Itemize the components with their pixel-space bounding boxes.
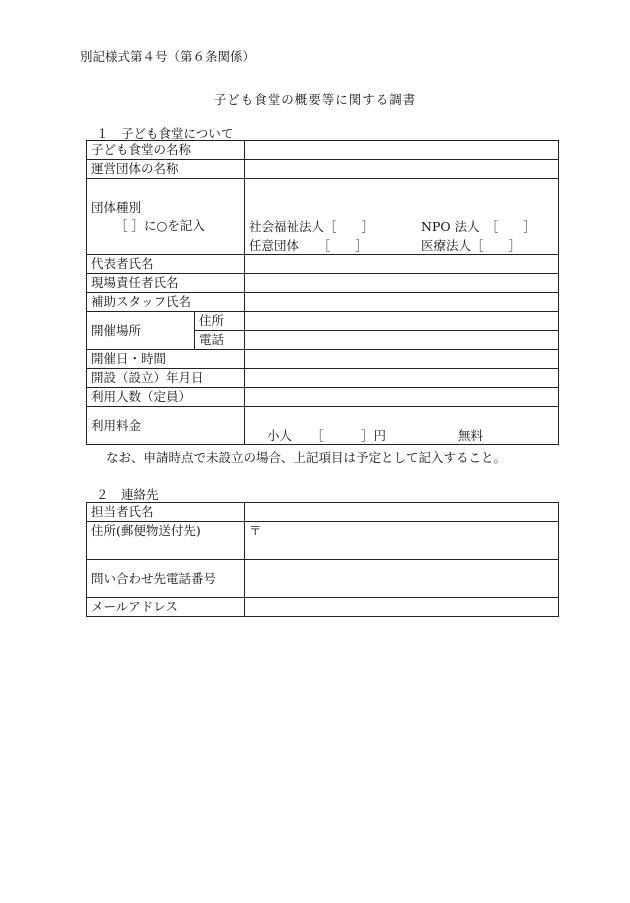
section1-note: なお、申請時点で未設立の場合、上記項目は予定として記入すること。 bbox=[106, 450, 507, 465]
label-date-time: 開催日・時間 bbox=[87, 350, 245, 369]
option-voluntary[interactable]: 任意団体 ［ ］ bbox=[249, 237, 368, 253]
form-number: 別記様式第４号（第６条関係） bbox=[80, 49, 256, 64]
value-assistant-staff[interactable] bbox=[245, 293, 559, 312]
label-fee: 利用料金 bbox=[87, 407, 245, 445]
value-org-type bbox=[245, 179, 559, 255]
value-capacity[interactable] bbox=[245, 388, 559, 407]
org-type-hint: ［ ］に○を記入 bbox=[115, 217, 205, 233]
value-org-name[interactable] bbox=[245, 160, 559, 179]
value-site-manager[interactable] bbox=[245, 274, 559, 293]
fee-child-label: 小人 bbox=[267, 427, 293, 443]
value-venue-phone[interactable] bbox=[245, 331, 559, 350]
label-org-name: 運営団体の名称 bbox=[87, 160, 245, 179]
label-org-type bbox=[87, 179, 245, 255]
label-inquiry-phone: 問い合わせ先電話番号 bbox=[87, 560, 245, 598]
org-type-title: 団体種別 bbox=[91, 199, 142, 215]
value-email[interactable] bbox=[245, 598, 559, 617]
label-name: 子ども食堂の名称 bbox=[87, 141, 245, 160]
label-email: メールアドレス bbox=[87, 598, 245, 617]
contact-table bbox=[86, 502, 559, 617]
option-npo[interactable]: NPO 法人 ［ ］ bbox=[421, 218, 536, 234]
value-address[interactable] bbox=[245, 522, 559, 560]
value-contact-person[interactable] bbox=[245, 503, 559, 522]
value-name[interactable] bbox=[245, 141, 559, 160]
label-venue: 開催場所 bbox=[87, 312, 195, 350]
label-site-manager: 現場責任者氏名 bbox=[87, 274, 245, 293]
label-address: 住所(郵便物送付先) bbox=[87, 522, 245, 560]
value-representative[interactable] bbox=[245, 255, 559, 274]
label-capacity: 利用人数（定員） bbox=[87, 388, 245, 407]
value-venue-address[interactable] bbox=[245, 312, 559, 331]
postal-mark: 〒 bbox=[249, 523, 262, 538]
label-assistant-staff: 補助スタッフ氏名 bbox=[87, 293, 245, 312]
fee-child-free[interactable]: 無料 bbox=[458, 427, 484, 443]
label-venue-phone: 電話 bbox=[195, 331, 245, 350]
label-contact-person: 担当者氏名 bbox=[87, 503, 245, 522]
value-date-time[interactable] bbox=[245, 350, 559, 369]
label-venue-address: 住所 bbox=[195, 312, 245, 331]
fee-child-amount[interactable]: ［ ］円 bbox=[311, 427, 387, 443]
kodomo-shokudo-table bbox=[86, 140, 559, 445]
section2-heading: ２ 連絡先 bbox=[96, 487, 159, 502]
section1-heading: １ 子ども食堂について bbox=[96, 126, 234, 141]
option-medical[interactable]: 医療法人［ ］ bbox=[421, 237, 522, 253]
label-established: 開設（設立）年月日 bbox=[87, 369, 245, 388]
document-title: 子ども食堂の概要等に関する調書 bbox=[213, 92, 417, 107]
option-social-welfare[interactable]: 社会福祉法人［ ］ bbox=[249, 218, 375, 234]
value-established[interactable] bbox=[245, 369, 559, 388]
label-representative: 代表者氏名 bbox=[87, 255, 245, 274]
value-inquiry-phone[interactable] bbox=[245, 560, 559, 598]
value-fee bbox=[245, 407, 559, 445]
